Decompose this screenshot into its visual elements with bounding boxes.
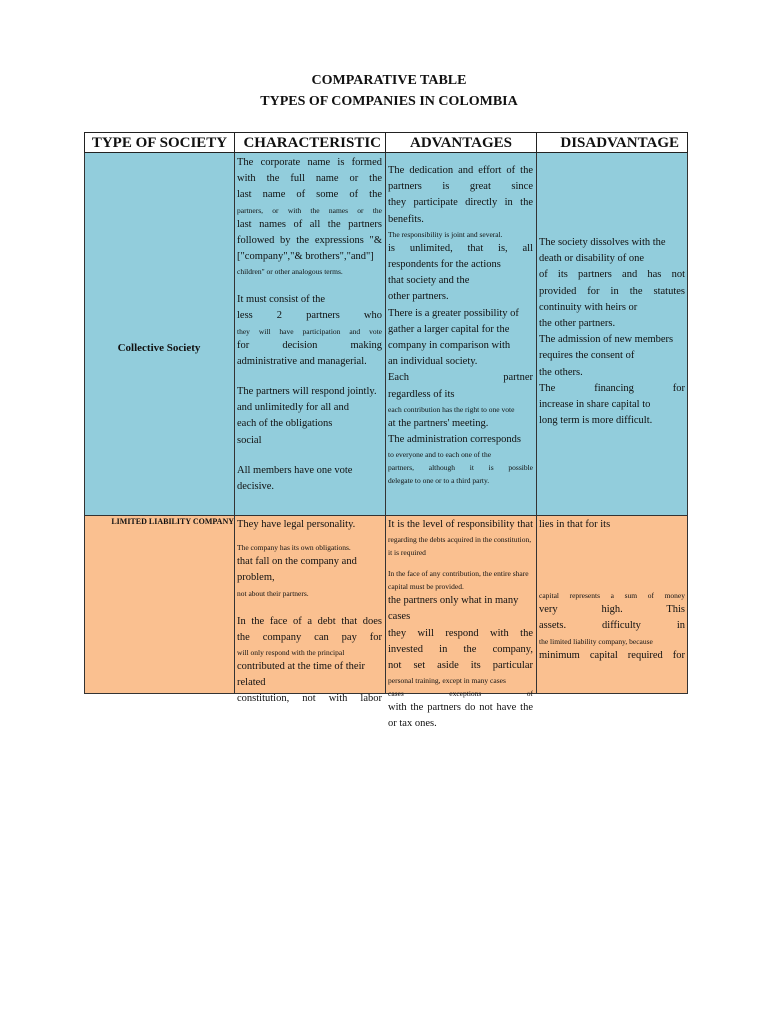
characteristic-cell: They have legal personality. The company has its own obligations. that fall on the company and problem, not about their partners. In the face of a debt that does the company can pay for will only respond with the principal contributed at the time of their related constitution, not with labor — [237, 519, 382, 705]
table-row-collective-society — [84, 153, 688, 515]
header-disadvantage: DISADVANTAGE — [536, 132, 688, 153]
header-characteristic: CHARACTERISTIC — [234, 132, 386, 153]
advantages-cell: The dedication and effort of the partners is great since they participate directly in the benefits. The responsibility is joint and several. is unlimited, that is, all respondents for the actions that society and the other partners. There is a greater possibility of gather a larger capital for the company in comparison with an individual society. Each partner regardless of its each contribution has the right to one vote at the partners' meeting. The administration corresponds to everyone and to each one of the partners, although it is possible delegate to one or to a third party. — [388, 165, 533, 486]
disadvantage-cell: lies in that for its capital represents a sum of money very high. This assets. difficulty in the limited liability company, because minimum capital required for — [539, 519, 685, 661]
page-subtitle: TYPES OF COMPANIES IN COLOMBIA — [260, 94, 518, 109]
table-row-limited-liability-company — [84, 515, 688, 730]
header-type-of-society: TYPE OF SOCIETY — [84, 132, 235, 153]
characteristic-cell: The corporate name is formed with the full name or the last name of some of the partners, or with the names or the last names of all the partners followed by the expressions "& ["company","& brothers","and"] children" or other analogous terms. It must consist of the less 2 partners who they will have participation and vote for decision making administrative and managerial. The partners will respond jointly. and unlimitedly for all and each of the obligations social All members have one vote decisive. — [237, 157, 382, 493]
disadvantage-cell: The society dissolves with the death or disability of one of its partners and has not provided for in the statutes continuity with heirs or the other partners. The admission of new members requires the consent of the others. The financing for increase in share capital to long term is more difficult. — [539, 237, 685, 427]
advantages-cell: It is the level of responsibility that regarding the debts acquired in the constitution, it is required In the face of any contribution, the entire share capital must be provided. the partners only what in many cases they will respond with the invested in the company, not set aside its particular personal training, except in many cases cases exceptions of with the partners do not have the or tax ones. — [388, 519, 533, 730]
page-title: COMPARATIVE TABLE — [311, 73, 467, 88]
society-type-label: Collective Society — [117, 342, 201, 354]
society-type-label: LIMITED LIABILITY COMPANY — [111, 517, 234, 526]
header-advantages: ADVANTAGES — [385, 132, 537, 153]
comparative-table — [84, 132, 688, 730]
